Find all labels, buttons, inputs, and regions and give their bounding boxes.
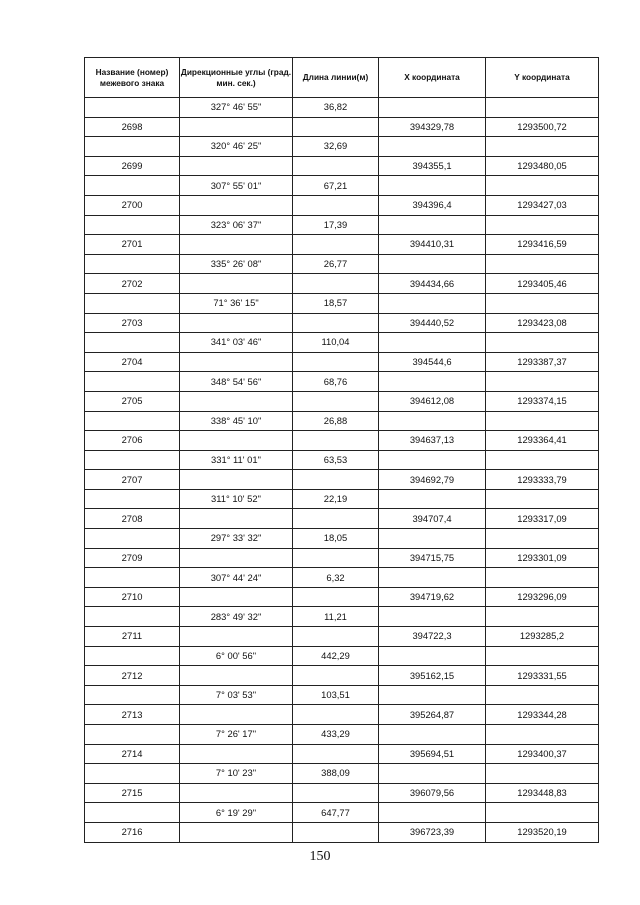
cell-length bbox=[293, 509, 379, 529]
cell-name bbox=[85, 646, 180, 666]
column-header-name: Название (номер) межевого знака bbox=[85, 58, 180, 98]
table-row bbox=[85, 195, 599, 215]
cell-angle bbox=[180, 352, 293, 372]
column-header-length: Длина линии(м) bbox=[293, 58, 379, 98]
table-row bbox=[85, 803, 599, 823]
cell-length: 22,19 bbox=[293, 489, 379, 509]
cell-x bbox=[379, 176, 486, 196]
column-header-y: Y координата bbox=[486, 58, 599, 98]
cell-length bbox=[293, 548, 379, 568]
cell-name bbox=[85, 725, 180, 745]
cell-name: 2716 bbox=[85, 822, 180, 842]
cell-angle bbox=[180, 705, 293, 725]
cell-name bbox=[85, 568, 180, 588]
table-row bbox=[85, 411, 599, 431]
cell-length: 647,77 bbox=[293, 803, 379, 823]
cell-angle: 348° 54' 56" bbox=[180, 372, 293, 392]
table-row bbox=[85, 666, 599, 686]
cell-length: 36,82 bbox=[293, 98, 379, 118]
cell-y bbox=[486, 176, 599, 196]
table-row bbox=[85, 470, 599, 490]
cell-name: 2715 bbox=[85, 783, 180, 803]
cell-name bbox=[85, 450, 180, 470]
cell-x: 394637,13 bbox=[379, 431, 486, 451]
table-row bbox=[85, 627, 599, 647]
cell-name bbox=[85, 137, 180, 157]
cell-angle: 6° 00' 56" bbox=[180, 646, 293, 666]
cell-y bbox=[486, 372, 599, 392]
cell-x bbox=[379, 764, 486, 784]
cell-name: 2712 bbox=[85, 666, 180, 686]
cell-angle: 311° 10' 52" bbox=[180, 489, 293, 509]
cell-angle: 7° 26' 17" bbox=[180, 725, 293, 745]
cell-y: 1293427,03 bbox=[486, 195, 599, 215]
cell-name: 2714 bbox=[85, 744, 180, 764]
cell-x bbox=[379, 372, 486, 392]
cell-x bbox=[379, 529, 486, 549]
table-row bbox=[85, 744, 599, 764]
table-row bbox=[85, 372, 599, 392]
cell-name: 2703 bbox=[85, 313, 180, 333]
cell-y bbox=[486, 254, 599, 274]
cell-y: 1293296,09 bbox=[486, 587, 599, 607]
cell-y: 1293448,83 bbox=[486, 783, 599, 803]
cell-name bbox=[85, 215, 180, 235]
cell-y: 1293400,37 bbox=[486, 744, 599, 764]
cell-length bbox=[293, 117, 379, 137]
table-row bbox=[85, 98, 599, 118]
cell-length bbox=[293, 627, 379, 647]
cell-angle bbox=[180, 783, 293, 803]
cell-length: 11,21 bbox=[293, 607, 379, 627]
cell-length: 442,29 bbox=[293, 646, 379, 666]
cell-length bbox=[293, 274, 379, 294]
table-row bbox=[85, 137, 599, 157]
cell-angle bbox=[180, 195, 293, 215]
cell-name: 2701 bbox=[85, 235, 180, 255]
cell-name: 2710 bbox=[85, 587, 180, 607]
cell-length: 63,53 bbox=[293, 450, 379, 470]
cell-y bbox=[486, 607, 599, 627]
cell-y bbox=[486, 529, 599, 549]
cell-length bbox=[293, 195, 379, 215]
cell-x: 394707,4 bbox=[379, 509, 486, 529]
cell-name bbox=[85, 293, 180, 313]
cell-angle bbox=[180, 509, 293, 529]
cell-angle bbox=[180, 117, 293, 137]
table-row bbox=[85, 783, 599, 803]
cell-x: 396079,56 bbox=[379, 783, 486, 803]
cell-angle bbox=[180, 627, 293, 647]
cell-length bbox=[293, 470, 379, 490]
cell-y bbox=[486, 333, 599, 353]
cell-y: 1293317,09 bbox=[486, 509, 599, 529]
cell-x: 394722,3 bbox=[379, 627, 486, 647]
cell-length: 26,77 bbox=[293, 254, 379, 274]
table-row bbox=[85, 646, 599, 666]
table-row bbox=[85, 685, 599, 705]
cell-angle bbox=[180, 391, 293, 411]
cell-angle bbox=[180, 666, 293, 686]
cell-length: 68,76 bbox=[293, 372, 379, 392]
cell-x: 394410,31 bbox=[379, 235, 486, 255]
cell-name: 2702 bbox=[85, 274, 180, 294]
table-row bbox=[85, 215, 599, 235]
table-row bbox=[85, 607, 599, 627]
cell-length bbox=[293, 783, 379, 803]
cell-name bbox=[85, 372, 180, 392]
cell-y: 1293500,72 bbox=[486, 117, 599, 137]
cell-angle bbox=[180, 587, 293, 607]
cell-name: 2699 bbox=[85, 156, 180, 176]
cell-x bbox=[379, 450, 486, 470]
cell-length bbox=[293, 705, 379, 725]
cell-x bbox=[379, 137, 486, 157]
cell-x bbox=[379, 489, 486, 509]
cell-name: 2704 bbox=[85, 352, 180, 372]
table-row bbox=[85, 489, 599, 509]
cell-x bbox=[379, 215, 486, 235]
cell-angle: 7° 10' 23" bbox=[180, 764, 293, 784]
cell-y: 1293331,55 bbox=[486, 666, 599, 686]
cell-length: 32,69 bbox=[293, 137, 379, 157]
cell-y: 1293374,15 bbox=[486, 391, 599, 411]
cell-name bbox=[85, 98, 180, 118]
cell-name bbox=[85, 489, 180, 509]
column-header-angle: Дирекционные углы (град. мин. сек.) bbox=[180, 58, 293, 98]
cell-angle: 338° 45' 10" bbox=[180, 411, 293, 431]
cell-y: 1293364,41 bbox=[486, 431, 599, 451]
cell-angle bbox=[180, 313, 293, 333]
cell-y bbox=[486, 568, 599, 588]
table-row bbox=[85, 822, 599, 842]
cell-y bbox=[486, 764, 599, 784]
cell-name bbox=[85, 176, 180, 196]
cell-name bbox=[85, 529, 180, 549]
cell-angle: 331° 11' 01" bbox=[180, 450, 293, 470]
cell-x bbox=[379, 411, 486, 431]
cell-name: 2707 bbox=[85, 470, 180, 490]
table-row bbox=[85, 293, 599, 313]
table-row bbox=[85, 391, 599, 411]
cell-angle: 283° 49' 32" bbox=[180, 607, 293, 627]
cell-x bbox=[379, 98, 486, 118]
cell-length: 103,51 bbox=[293, 685, 379, 705]
table-header-row bbox=[85, 58, 599, 98]
cell-length: 67,21 bbox=[293, 176, 379, 196]
cell-x: 394612,08 bbox=[379, 391, 486, 411]
table-row bbox=[85, 568, 599, 588]
cell-angle bbox=[180, 156, 293, 176]
cell-angle: 6° 19' 29" bbox=[180, 803, 293, 823]
cell-x bbox=[379, 333, 486, 353]
cell-x: 394434,66 bbox=[379, 274, 486, 294]
cell-angle bbox=[180, 744, 293, 764]
cell-x bbox=[379, 293, 486, 313]
cell-x bbox=[379, 725, 486, 745]
cell-length: 388,09 bbox=[293, 764, 379, 784]
cell-name bbox=[85, 764, 180, 784]
cell-x bbox=[379, 254, 486, 274]
table-row bbox=[85, 333, 599, 353]
table-row bbox=[85, 587, 599, 607]
cell-x: 396723,39 bbox=[379, 822, 486, 842]
cell-length bbox=[293, 744, 379, 764]
cell-name: 2708 bbox=[85, 509, 180, 529]
cell-y: 1293344,28 bbox=[486, 705, 599, 725]
cell-angle: 341° 03' 46" bbox=[180, 333, 293, 353]
cell-angle: 323° 06' 37" bbox=[180, 215, 293, 235]
cell-angle bbox=[180, 235, 293, 255]
cell-length bbox=[293, 156, 379, 176]
cell-length bbox=[293, 313, 379, 333]
cell-name: 2700 bbox=[85, 195, 180, 215]
cell-angle: 327° 46' 55" bbox=[180, 98, 293, 118]
cell-y bbox=[486, 803, 599, 823]
cell-angle: 307° 44' 24" bbox=[180, 568, 293, 588]
cell-y bbox=[486, 215, 599, 235]
cell-y: 1293480,05 bbox=[486, 156, 599, 176]
cell-name bbox=[85, 685, 180, 705]
cell-y: 1293387,37 bbox=[486, 352, 599, 372]
cell-length: 26,88 bbox=[293, 411, 379, 431]
cell-angle bbox=[180, 470, 293, 490]
table-row bbox=[85, 156, 599, 176]
cell-y bbox=[486, 646, 599, 666]
table-row bbox=[85, 176, 599, 196]
cell-angle: 297° 33' 32" bbox=[180, 529, 293, 549]
cell-name: 2713 bbox=[85, 705, 180, 725]
cell-name: 2709 bbox=[85, 548, 180, 568]
cell-name bbox=[85, 411, 180, 431]
table-row bbox=[85, 313, 599, 333]
cell-y bbox=[486, 725, 599, 745]
cell-x bbox=[379, 803, 486, 823]
cell-name: 2706 bbox=[85, 431, 180, 451]
cell-length: 18,05 bbox=[293, 529, 379, 549]
cell-angle bbox=[180, 548, 293, 568]
cell-angle bbox=[180, 274, 293, 294]
cell-x bbox=[379, 568, 486, 588]
cell-x: 394396,4 bbox=[379, 195, 486, 215]
cell-y: 1293405,46 bbox=[486, 274, 599, 294]
table-row bbox=[85, 431, 599, 451]
table-row bbox=[85, 274, 599, 294]
cell-length bbox=[293, 431, 379, 451]
cell-angle bbox=[180, 431, 293, 451]
table-row bbox=[85, 529, 599, 549]
cell-length: 6,32 bbox=[293, 568, 379, 588]
table-row bbox=[85, 705, 599, 725]
cell-length bbox=[293, 587, 379, 607]
cell-name: 2711 bbox=[85, 627, 180, 647]
cell-name bbox=[85, 254, 180, 274]
cell-x: 394544,6 bbox=[379, 352, 486, 372]
cell-length: 433,29 bbox=[293, 725, 379, 745]
cell-length bbox=[293, 235, 379, 255]
cell-angle: 307° 55' 01" bbox=[180, 176, 293, 196]
cell-y: 1293333,79 bbox=[486, 470, 599, 490]
cell-y bbox=[486, 685, 599, 705]
cell-y bbox=[486, 450, 599, 470]
cell-y: 1293520,19 bbox=[486, 822, 599, 842]
cell-angle bbox=[180, 822, 293, 842]
table-row bbox=[85, 548, 599, 568]
cell-x: 394440,52 bbox=[379, 313, 486, 333]
cell-length: 17,39 bbox=[293, 215, 379, 235]
cell-x: 394719,62 bbox=[379, 587, 486, 607]
table-row bbox=[85, 352, 599, 372]
cell-name: 2705 bbox=[85, 391, 180, 411]
cell-y bbox=[486, 137, 599, 157]
cell-y bbox=[486, 411, 599, 431]
cell-angle: 71° 36' 15" bbox=[180, 293, 293, 313]
cell-name bbox=[85, 333, 180, 353]
page-number: 150 bbox=[309, 849, 331, 864]
cell-x: 394715,75 bbox=[379, 548, 486, 568]
boundary-coordinates-table bbox=[84, 57, 599, 843]
cell-y: 1293423,08 bbox=[486, 313, 599, 333]
cell-y: 1293301,09 bbox=[486, 548, 599, 568]
cell-y bbox=[486, 489, 599, 509]
cell-x: 395694,51 bbox=[379, 744, 486, 764]
table-row bbox=[85, 509, 599, 529]
table-row bbox=[85, 117, 599, 137]
cell-y bbox=[486, 98, 599, 118]
table-row bbox=[85, 235, 599, 255]
cell-angle: 320° 46' 25" bbox=[180, 137, 293, 157]
cell-name: 2698 bbox=[85, 117, 180, 137]
cell-x: 394692,79 bbox=[379, 470, 486, 490]
cell-length: 110,04 bbox=[293, 333, 379, 353]
cell-y: 1293416,59 bbox=[486, 235, 599, 255]
cell-name bbox=[85, 607, 180, 627]
table-row bbox=[85, 725, 599, 745]
cell-y bbox=[486, 293, 599, 313]
table-row bbox=[85, 450, 599, 470]
cell-x: 394355,1 bbox=[379, 156, 486, 176]
cell-x bbox=[379, 607, 486, 627]
cell-x bbox=[379, 646, 486, 666]
cell-length bbox=[293, 666, 379, 686]
cell-y: 1293285,2 bbox=[486, 627, 599, 647]
cell-x: 394329,78 bbox=[379, 117, 486, 137]
cell-angle: 335° 26' 08" bbox=[180, 254, 293, 274]
cell-length: 18,57 bbox=[293, 293, 379, 313]
table-body bbox=[85, 98, 599, 843]
cell-x: 395162,15 bbox=[379, 666, 486, 686]
cell-x bbox=[379, 685, 486, 705]
column-header-x: X координата bbox=[379, 58, 486, 98]
cell-x: 395264,87 bbox=[379, 705, 486, 725]
table-row bbox=[85, 254, 599, 274]
cell-name bbox=[85, 803, 180, 823]
cell-length bbox=[293, 352, 379, 372]
cell-length bbox=[293, 391, 379, 411]
cell-angle: 7° 03' 53" bbox=[180, 685, 293, 705]
cell-length bbox=[293, 822, 379, 842]
table-row bbox=[85, 764, 599, 784]
